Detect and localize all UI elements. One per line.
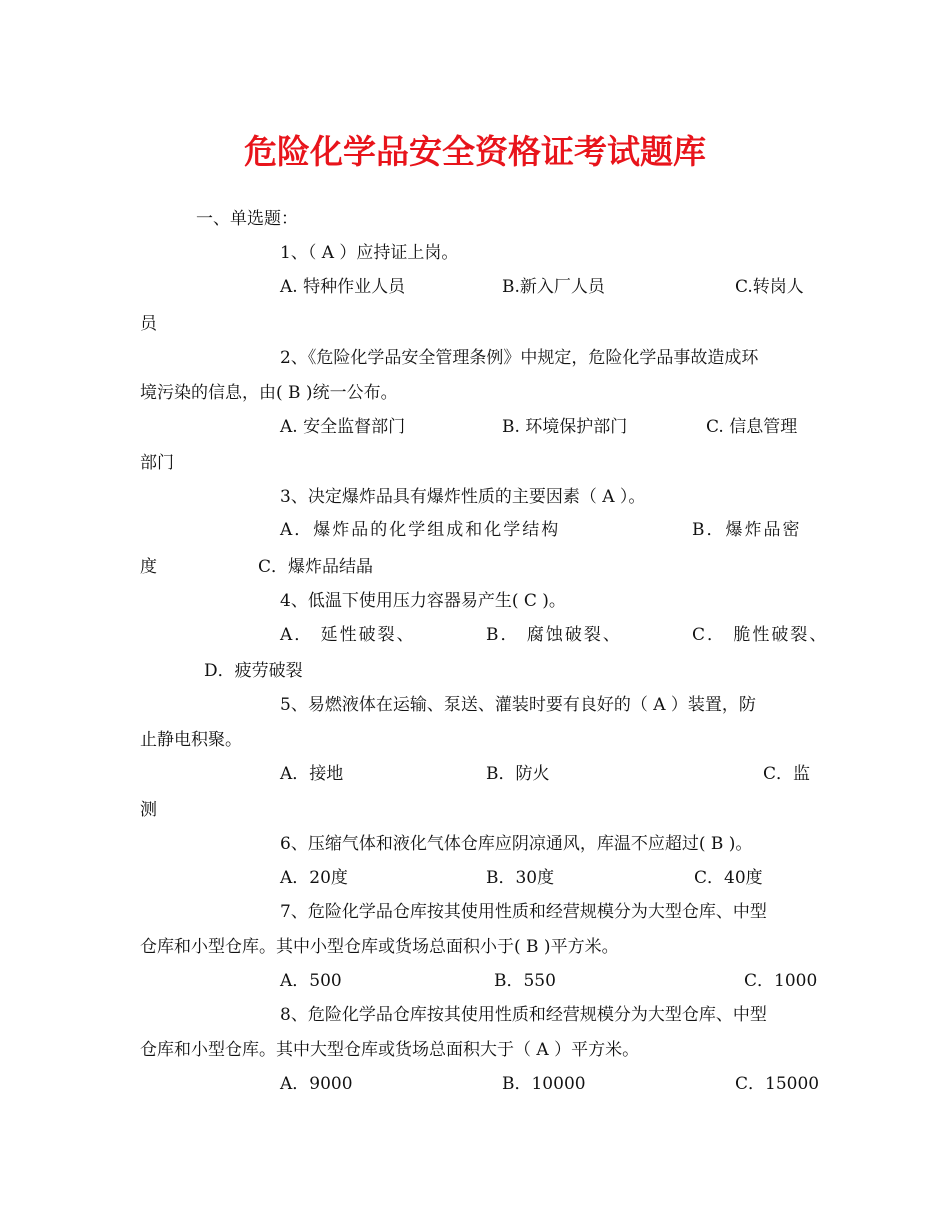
question-5-option-b: B．防火: [486, 764, 550, 784]
question-2-continuation: 部门: [140, 453, 174, 473]
document-title: 危险化学品安全资格证考试题库: [244, 132, 706, 171]
question-7-stem-line1: 7、危险化学品仓库按其使用性质和经营规模分为大型仓库、中型: [280, 902, 767, 922]
question-7-option-a: A．500: [280, 971, 342, 991]
question-4-option-b: B． 腐蚀破裂、: [486, 625, 622, 645]
question-1-option-c: C.转岗人: [735, 277, 804, 297]
question-6-option-a: A．20度: [280, 868, 348, 888]
question-5-option-a: A．接地: [280, 764, 344, 784]
question-2-option-a: A. 安全监督部门: [280, 417, 406, 437]
question-8-option-c: C．15000: [735, 1074, 820, 1094]
question-5-stem-line2: 止静电积聚。: [140, 730, 242, 750]
question-4-option-c: C． 脆性破裂、: [692, 625, 829, 645]
question-6-option-b: B．30度: [486, 868, 555, 888]
question-2-option-c: C. 信息管理: [706, 417, 798, 437]
question-1-option-a: A. 特种作业人员: [280, 277, 406, 297]
section-heading: 一、单选题：: [196, 209, 298, 229]
question-8-option-b: B．10000: [502, 1074, 586, 1094]
question-8-option-a: A．9000: [280, 1074, 353, 1094]
question-4-option-a: A． 延性破裂、: [280, 625, 416, 645]
question-5-option-c: C．监: [763, 764, 811, 784]
question-1-option-b: B.新入厂人员: [502, 277, 605, 297]
question-3-continuation-b: C．爆炸品结晶: [258, 557, 374, 577]
question-7-option-b: B．550: [494, 971, 556, 991]
question-1-stem: 1、（ A ）应持证上岗。: [280, 243, 459, 263]
question-1-continuation: 员: [140, 314, 157, 334]
question-6-stem: 6、压缩气体和液化气体仓库应阴凉通风，库温不应超过( B )。: [280, 834, 753, 854]
question-7-option-c: C．1000: [744, 971, 818, 991]
question-4-continuation: D．疲劳破裂: [204, 661, 303, 681]
question-3-stem: 3、决定爆炸品具有爆炸性质的主要因素（ A ）。: [280, 487, 646, 507]
question-2-stem-line2: 境污染的信息，由( B )统一公布。: [140, 383, 398, 403]
question-5-continuation: 测: [140, 800, 157, 820]
question-4-stem: 4、低温下使用压力容器易产生( C )。: [280, 591, 566, 611]
question-8-stem-line1: 8、危险化学品仓库按其使用性质和经营规模分为大型仓库、中型: [280, 1005, 767, 1025]
question-2-stem-line1: 2、《危险化学品安全管理条例》中规定，危险化学品事故造成环: [280, 348, 759, 368]
question-3-option-b: B．爆炸品密: [692, 520, 802, 540]
question-3-option-a: A．爆炸品的化学组成和化学结构: [280, 520, 561, 540]
question-5-stem-line1: 5、易燃液体在运输、泵送、灌装时要有良好的（ A ）装置，防: [280, 695, 756, 715]
question-8-stem-line2: 仓库和小型仓库。其中大型仓库或货场总面积大于（ A ）平方米。: [140, 1040, 640, 1060]
question-3-continuation-a: 度: [140, 557, 157, 577]
question-7-stem-line2: 仓库和小型仓库。其中小型仓库或货场总面积小于( B )平方米。: [140, 937, 619, 957]
question-6-option-c: C．40度: [694, 868, 763, 888]
question-2-option-b: B. 环境保护部门: [502, 417, 628, 437]
